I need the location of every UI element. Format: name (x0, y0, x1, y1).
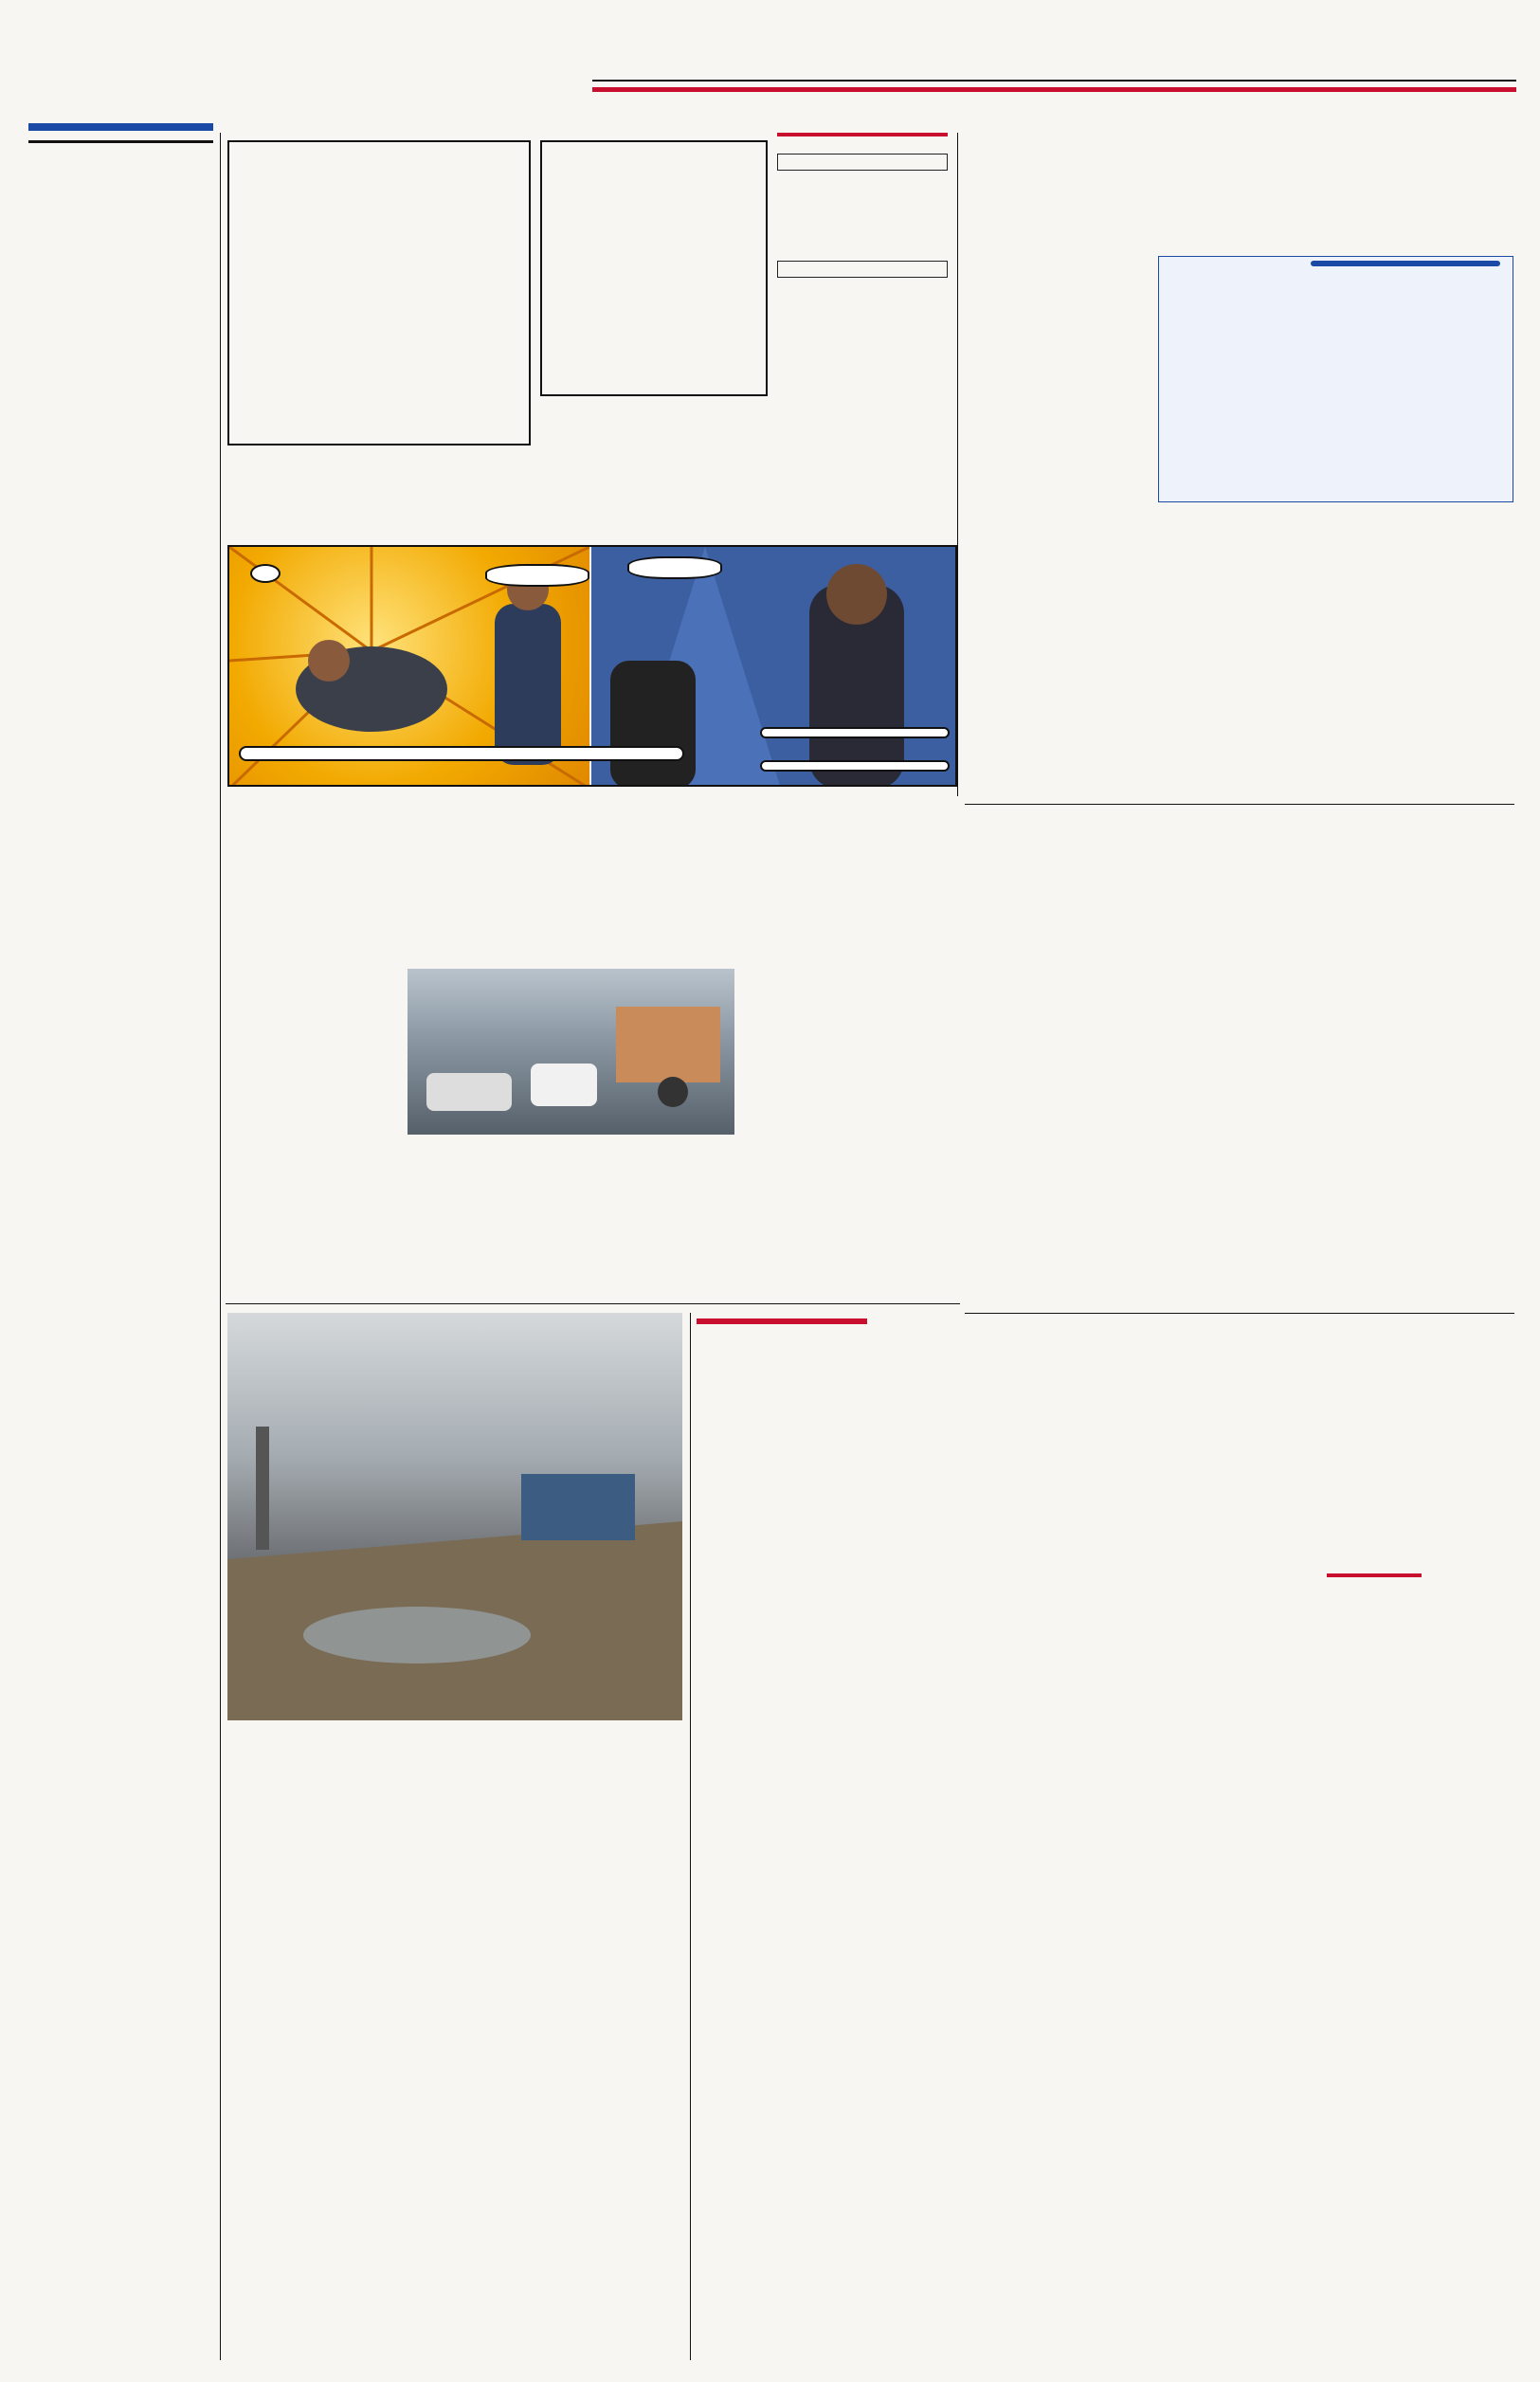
lead-body-2 (969, 510, 1234, 794)
survey-body (969, 965, 1134, 1306)
court-ad (1237, 2114, 1512, 2355)
sports-story (227, 1782, 682, 1790)
lead-body-3 (1243, 510, 1513, 794)
rain-body-1 (227, 959, 398, 1291)
masthead-rule (592, 87, 1516, 92)
word-title (777, 133, 948, 136)
left-column (28, 123, 213, 2360)
masthead (0, 0, 1540, 123)
sports-body-2 (460, 1782, 682, 2341)
rain-body-3 (408, 1163, 957, 1291)
sports-body-1 (227, 1924, 445, 2341)
stroke-info-box (1158, 256, 1513, 502)
police-body (1329, 1064, 1513, 1306)
survey-body-3 (1329, 813, 1513, 1022)
solution-grid (540, 140, 768, 396)
lead-story (969, 133, 1513, 142)
court-notice (1237, 1602, 1512, 1801)
notice-label (1327, 1573, 1422, 1577)
speech-bubble-6 (760, 760, 950, 772)
speech-bubble-5 (760, 727, 950, 738)
road-photo (227, 1313, 682, 1720)
word-box-1[interactable] (777, 154, 948, 171)
name-change-label (697, 1318, 867, 1324)
classified-col-3 (1057, 1313, 1227, 2360)
info-box-title (1311, 261, 1500, 266)
speech-bubble-1 (250, 564, 281, 583)
section-label (28, 123, 213, 131)
classified-col-1 (697, 1393, 867, 2360)
solution-block (540, 133, 768, 396)
word-box-2[interactable] (777, 261, 948, 278)
ittyadi-header (697, 1313, 867, 1324)
adsr-notice (1237, 1858, 1512, 2057)
word-puzzle (777, 133, 948, 278)
info-left (1167, 289, 1328, 310)
lead-body (969, 303, 1149, 502)
comic-strip (227, 545, 957, 787)
rain-photo (408, 969, 734, 1135)
classified-col-2 (877, 1313, 1047, 2360)
speech-bubble-3 (627, 556, 722, 579)
speech-bubble-2 (485, 564, 589, 587)
sudoku-block (227, 133, 531, 451)
english-name-notice (1237, 1322, 1512, 1569)
bottom-story (28, 140, 213, 151)
rain-body-2 (744, 808, 957, 1139)
sudoku-grid[interactable] (227, 140, 531, 445)
survey-body-2 (1144, 813, 1319, 1306)
speech-bubble-4 (239, 746, 684, 761)
